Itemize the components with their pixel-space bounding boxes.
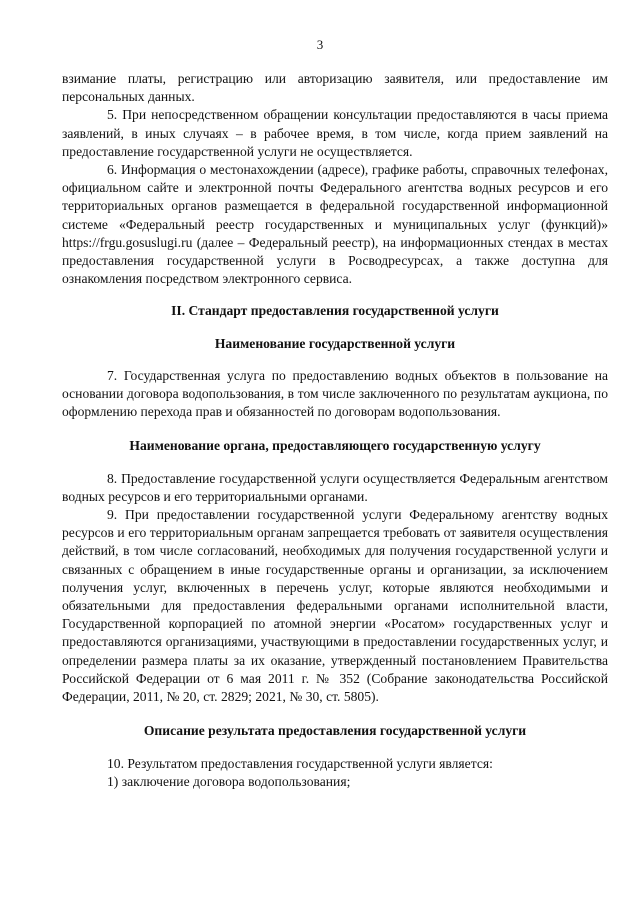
- heading-service-name: Наименование государственной услуги: [214, 335, 456, 351]
- paragraph-6: 6. Информация о местонахождении (адресе), графике работы, справочных телефонах, официальном сайте и электронной почты Федерального агентства водных ресурсов и его территориальных органов размещается в федеральной государственной информационной системе «Федеральный реестр государственных и муниципальных услуг (функций)» https://frgu.gosuslugi.ru (далее – Федеральный реестр), на информационных стендах в местах предоставления государственной услуги в Росводресурсах, а также доступна для ознакомления посредством электронного сервиса.: [62, 162, 608, 287]
- paragraph-8: 8. Предоставление государственной услуги осуществляется Федеральным агентством водных ресурсов и его территориальными органами.: [62, 470, 608, 504]
- paragraph-10: 10. Результатом предоставления государственной услуги является:: [107, 755, 493, 771]
- paragraph-5: 5. При непосредственном обращении консультации предоставляются в часы приема заявлений, в иных случаях – в рабочее время, в том числе, когда прием заявлений на предоставление государственной услуги не осуществляется.: [62, 107, 608, 159]
- section-heading-standard: II. Стандарт предоставления государственной услуги: [171, 303, 499, 319]
- paragraph-9: 9. При предоставлении государственной услуги Федеральному агентству водных ресурсов и его территориальным органам запрещается требовать от заявителя осуществления действий, в том числе согласований, необходимых для получения государственной услуги и связанных с обращением в иные государственные органы и организации, за исключением получения услуг, включенных в перечень услуг, которые являются необходимыми и обязательными для предоставления федеральными органами исполнительной власти, Государственной корпорацией по атомной энергии «Росатом» государственных услуг и предоставляются организациями, участвующими в предоставлении государственных услуг, и определении размера платы за их оказание, утвержденный постановлением Правительства Российской Федерации от 6 мая 2011 г. № 352 (Собрание законодательства Российской Федерации, 2011, № 20, ст. 2829; 2021, № 30, ст. 5805).: [62, 507, 608, 705]
- paragraph-7: 7. Государственная услуга по предоставлению водных объектов в пользование на основании договора водопользования, в том числе заключенного по результатам аукциона, по оформлению перехода прав и обязанностей по договорам водопользования.: [62, 367, 608, 420]
- paragraph-10-item-1: 1) заключение договора водопользования;: [107, 773, 351, 789]
- heading-providing-organ: Наименование органа, предоставляющего государственную услугу: [129, 438, 541, 454]
- document-body: [62, 70, 608, 791]
- page-number: 3: [316, 37, 324, 52]
- paragraph-intro: взимание платы, регистрацию или авторизацию заявителя, или предоставление им персональных данных.: [62, 71, 608, 105]
- heading-result-description: Описание результата предоставления государственной услуги: [143, 723, 527, 739]
